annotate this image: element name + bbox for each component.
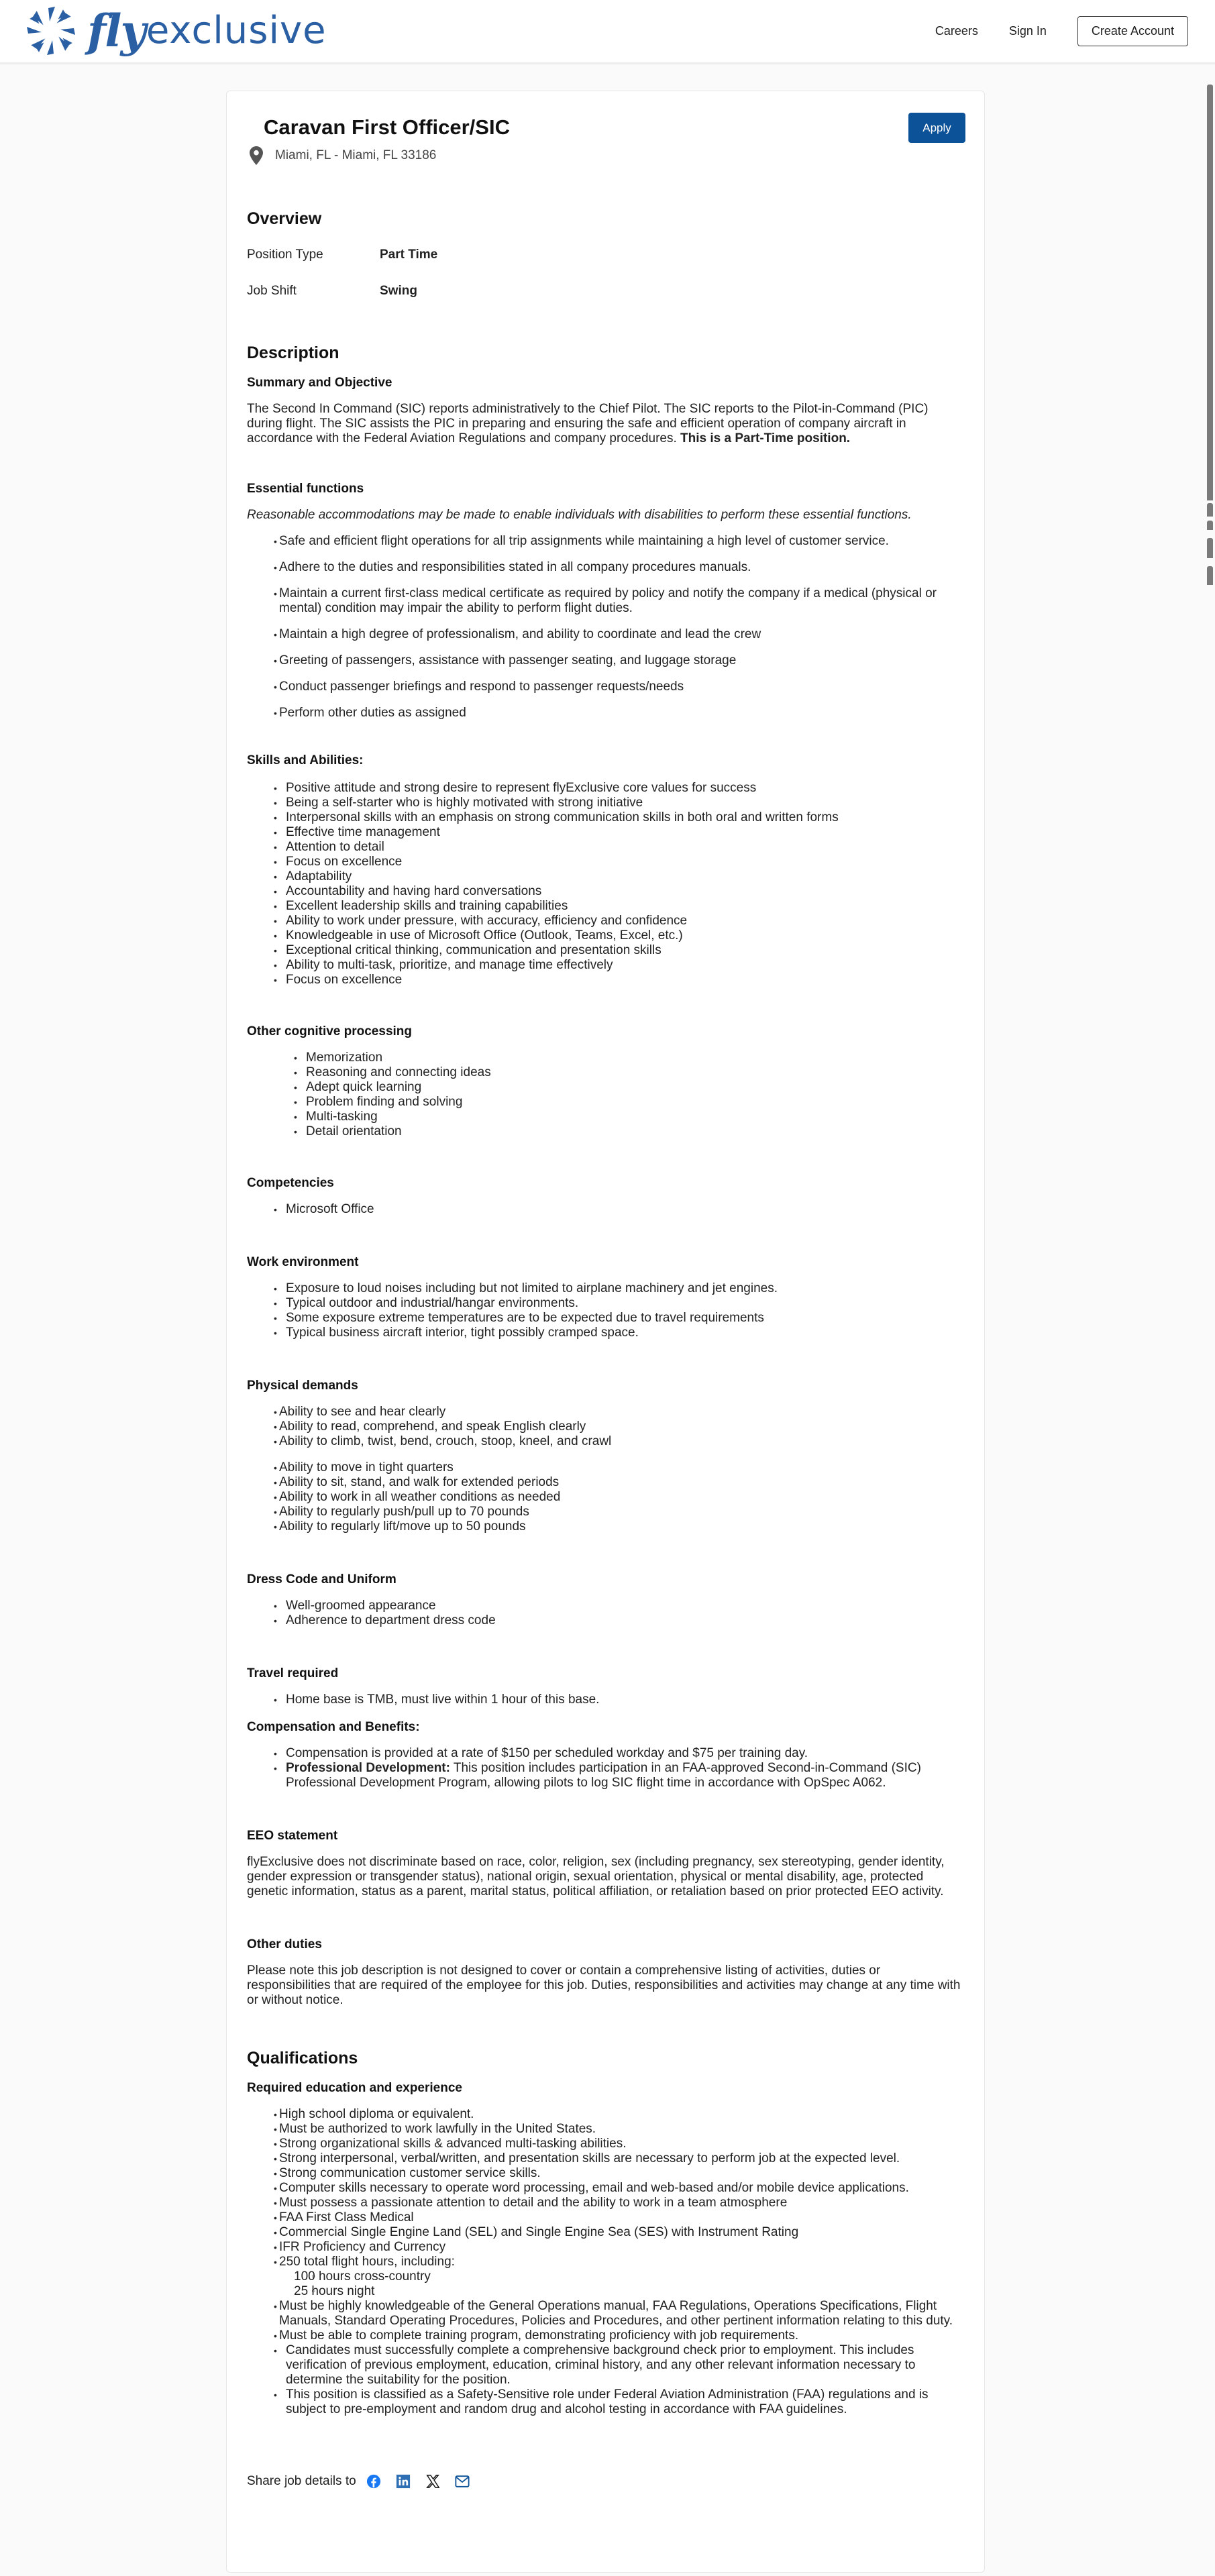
list-item: • Computer skills necessary to operate word processing, email and web-based and/or mobile device applications. [247, 2181, 965, 2196]
header-nav [935, 16, 1188, 46]
list-item: • This position is classified as a Safety-Sensitive role under Federal Aviation Administration (FAA) regulations and is subject to pre-employment and random drug and alcohol testing in accordance with FAA guidelines. [247, 2387, 965, 2417]
careers-link[interactable]: Careers [935, 24, 978, 38]
create-account-button[interactable]: Create Account [1077, 16, 1188, 46]
list-item: • Exceptional critical thinking, communication and presentation skills [247, 943, 965, 958]
logo-text-exclusive: exclusive [146, 9, 327, 52]
list-item: • Interpersonal skills with an emphasis on strong communication skills in both oral and written forms [247, 810, 965, 825]
list-item: • Adhere to the duties and responsibilities stated in all company procedures manuals. [247, 560, 965, 575]
essential-heading: Essential functions [247, 482, 364, 496]
list-item: • Multi-tasking [247, 1110, 965, 1124]
overview-heading: Overview [247, 209, 322, 228]
list-item: • FAA First Class Medical [247, 2210, 965, 2225]
summary-text [247, 402, 965, 446]
field-label: Job Shift [247, 284, 297, 298]
skills-list [247, 781, 965, 987]
list-item: • Detail orientation [247, 1124, 965, 1139]
sign-in-link[interactable]: Sign In [1008, 24, 1047, 38]
list-item: • Greeting of passengers, assistance with passenger seating, and luggage storage [247, 653, 965, 668]
other-duties-text: Please note this job description is not designed to cover or contain a comprehensive listing of activities, duties or responsibilities that are required of the employee for this job. Duties, responsibilities and activities may change at any time with or without notice. [247, 1964, 961, 2007]
overview-position-type [247, 248, 965, 262]
scrollbar-segment [1207, 503, 1213, 517]
share-bar [247, 2473, 965, 2489]
competencies-heading: Competencies [247, 1176, 334, 1190]
list-item: • Adaptability [247, 869, 965, 884]
essential-note: Reasonable accommodations may be made to enable individuals with disabilities to perform these essential functions. [247, 508, 912, 522]
list-item: • Ability to work in all weather conditions as needed [247, 1490, 965, 1505]
field-label: Position Type [247, 248, 323, 262]
list-item: • Problem finding and solving [247, 1095, 965, 1110]
summary-body: The Second In Command (SIC) reports administratively to the Chief Pilot. The SIC reports to the Pilot-in-Command (PIC) during flight. The SIC assists the PIC in preparing and ensuring the safe and efficient operation of company aircraft in accordance with the Federal Aviation Regulations and company procedures. [247, 402, 929, 445]
x-twitter-icon[interactable] [425, 2473, 441, 2489]
list-item: • Home base is TMB, must live within 1 hour of this base. [247, 1693, 965, 1707]
list-item: • Focus on excellence [247, 973, 965, 987]
other-duties-heading: Other duties [247, 1937, 322, 1951]
list-item: • Reasoning and connecting ideas [247, 1065, 965, 1080]
list-item: • Well-groomed appearance [247, 1599, 965, 1613]
dress-code-heading: Dress Code and Uniform [247, 1572, 397, 1587]
list-item: • Maintain a high degree of professionalism, and ability to coordinate and lead the crew [247, 627, 965, 642]
physical-demands-heading: Physical demands [247, 1379, 358, 1393]
list-item: • Strong communication customer service skills. [247, 2166, 965, 2181]
list-item: • Commercial Single Engine Land (SEL) and Single Engine Sea (SES) with Instrument Rating [247, 2225, 965, 2240]
flyexclusive-logo[interactable] [24, 4, 327, 58]
apply-button[interactable]: Apply [908, 113, 965, 143]
list-item: • IFR Proficiency and Currency [247, 2240, 965, 2255]
overview-job-shift [247, 284, 965, 299]
list-item: • Knowledgeable in use of Microsoft Office (Outlook, Teams, Excel, etc.) [247, 928, 965, 943]
list-item: • Must possess a passionate attention to detail and the ability to work in a team atmosphere [247, 2196, 965, 2210]
email-icon[interactable] [454, 2473, 470, 2489]
cognitive-heading: Other cognitive processing [247, 1024, 412, 1038]
list-item: • Strong organizational skills & advanced multi-tasking abilities. [247, 2137, 965, 2151]
list-item: • Candidates must successfully complete a comprehensive background check prior to employment. This includes verification of previous employment, education, criminal history, and any other relevant information necessary to determine the suitability for the position. [247, 2343, 965, 2387]
list-item: • Positive attitude and strong desire to represent flyExclusive core values for success [247, 781, 965, 796]
list-item: • Ability to regularly push/pull up to 70 pounds [247, 1505, 965, 1519]
list-item: • Adept quick learning [247, 1080, 965, 1095]
eeo-text: flyExclusive does not discriminate based on race, color, religion, sex (including pregnancy, sex stereotyping, gender identity, gender expression or transgender status), national origin, sexual orientation, physical or mental disability, age, protected genetic information, status as a parent, marital status, political affiliation, or retaliation based on prior protected EEO activity. [247, 1855, 945, 1898]
list-item: • Perform other duties as assigned [247, 706, 965, 720]
summary-bold: This is a Part-Time position. [680, 431, 851, 445]
list-item: • Effective time management [247, 825, 965, 840]
list-item: • 250 total flight hours, including: [247, 2255, 965, 2269]
list-item: • Ability to climb, twist, bend, crouch, stoop, kneel, and crawl [247, 1434, 965, 1449]
list-item: ○ 100 hours cross-country [247, 2269, 965, 2284]
list-item: • Maintain a current first-class medical certificate as required by policy and notify the company if a medical (physical or mental) condition may impair the ability to perform flight duties. [247, 586, 965, 616]
qualifications-heading: Qualifications [247, 2049, 358, 2068]
compensation-heading: Compensation and Benefits: [247, 1720, 420, 1734]
scrollbar-segment [1207, 566, 1213, 585]
list-item: • Ability to move in tight quarters [247, 1460, 965, 1475]
travel-list [247, 1693, 965, 1707]
list-item: • Adherence to department dress code [247, 1613, 965, 1628]
professional-development-text: This position includes participation in an FAA-approved Second-in-Command (SIC) Professional Development Program, allowing pilots to log SIC flight time in accordance with OpSpec A062. [286, 1761, 921, 1790]
list-item: • Some exposure extreme temperatures are to be expected due to travel requirements [247, 1311, 965, 1326]
list-item: • Safe and efficient flight operations for all trip assignments while maintaining a high level of customer service. [247, 534, 965, 549]
list-item: • Exposure to loud noises including but not limited to airplane machinery and jet engines. [247, 1281, 965, 1296]
linkedin-icon[interactable] [395, 2473, 411, 2489]
physical-demands-list-b [247, 1460, 965, 1534]
list-item: • Accountability and having hard conversations [247, 884, 965, 899]
professional-development-label: Professional Development: [286, 1761, 450, 1775]
list-item: • Focus on excellence [247, 855, 965, 869]
list-item: • Typical business aircraft interior, tight possibly cramped space. [247, 1326, 965, 1340]
list-item: • Ability to read, comprehend, and speak English clearly [247, 1419, 965, 1434]
field-value: Part Time [380, 248, 438, 262]
job-location [250, 146, 436, 165]
cognitive-list [247, 1051, 965, 1139]
eeo-heading: EEO statement [247, 1829, 338, 1843]
required-education-heading: Required education and experience [247, 2081, 462, 2095]
list-item: ○ 25 hours night [247, 2284, 965, 2299]
essential-list [247, 534, 965, 720]
list-item: • Ability to work under pressure, with accuracy, efficiency and confidence [247, 914, 965, 928]
job-detail-card [226, 91, 985, 2573]
compensation-list [247, 1746, 965, 1790]
work-environment-list [247, 1281, 965, 1340]
qualifications-list-final [247, 2343, 965, 2417]
list-item: • Being a self-starter who is highly motivated with strong initiative [247, 796, 965, 810]
work-environment-heading: Work environment [247, 1255, 359, 1269]
list-item: • High school diploma or equivalent. [247, 2107, 965, 2122]
list-item: • Conduct passenger briefings and respond to passenger requests/needs [247, 680, 965, 694]
list-item: • Must be authorized to work lawfully in the United States. [247, 2122, 965, 2137]
list-item: • Ability to sit, stand, and walk for extended periods [247, 1475, 965, 1490]
field-value: Swing [380, 284, 417, 298]
dress-code-list [247, 1599, 965, 1628]
list-item: • Excellent leadership skills and training capabilities [247, 899, 965, 914]
list-item: • Microsoft Office [247, 1202, 965, 1217]
list-item: • Strong interpersonal, verbal/written, and presentation skills are necessary to perform job at the expected level. [247, 2151, 965, 2166]
physical-demands-list-a [247, 1405, 965, 1449]
list-item: • Ability to see and hear clearly [247, 1405, 965, 1419]
qualifications-list-continued [247, 2299, 965, 2343]
list-item: • Compensation is provided at a rate of $150 per scheduled workday and $75 per training day. [247, 1746, 965, 1761]
list-item: • Must be able to complete training program, demonstrating proficiency with job requirements. [247, 2328, 965, 2343]
list-item: • Must be highly knowledgeable of the General Operations manual, FAA Regulations, Operations Specifications, Flight Manuals, Standard Operating Procedures, Policies and Procedures, and other pertinent information relating to this duty. [247, 2299, 965, 2328]
job-title: Caravan First Officer/SIC [264, 115, 510, 139]
description-heading: Description [247, 343, 339, 362]
scrollbar-segment [1207, 538, 1213, 558]
list-item [247, 1761, 965, 1790]
top-navigation-bar [0, 0, 1215, 64]
travel-heading: Travel required [247, 1666, 339, 1680]
logo-text-fly: fly [87, 5, 145, 57]
skills-heading: Skills and Abilities: [247, 753, 364, 767]
list-item: • Attention to detail [247, 840, 965, 855]
facebook-icon[interactable] [366, 2473, 382, 2489]
scrollbar-thumb[interactable] [1207, 85, 1213, 500]
list-item: • Ability to regularly lift/move up to 50 pounds [247, 1519, 965, 1534]
competencies-list [247, 1202, 965, 1217]
summary-heading: Summary and Objective [247, 376, 392, 390]
list-item: • Ability to multi-task, prioritize, and manage time effectively [247, 958, 965, 973]
location-pin-icon [250, 146, 263, 165]
list-item: • Typical outdoor and industrial/hangar environments. [247, 1296, 965, 1311]
share-label: Share job details to [247, 2474, 356, 2488]
list-item: • Memorization [247, 1051, 965, 1065]
scrollbar-segment [1207, 521, 1213, 530]
job-content [247, 209, 965, 2489]
qualifications-list [247, 2107, 965, 2269]
flight-hours-sublist [247, 2269, 965, 2299]
location-text: Miami, FL - Miami, FL 33186 [275, 148, 437, 162]
logo-swirl-icon [24, 4, 78, 58]
